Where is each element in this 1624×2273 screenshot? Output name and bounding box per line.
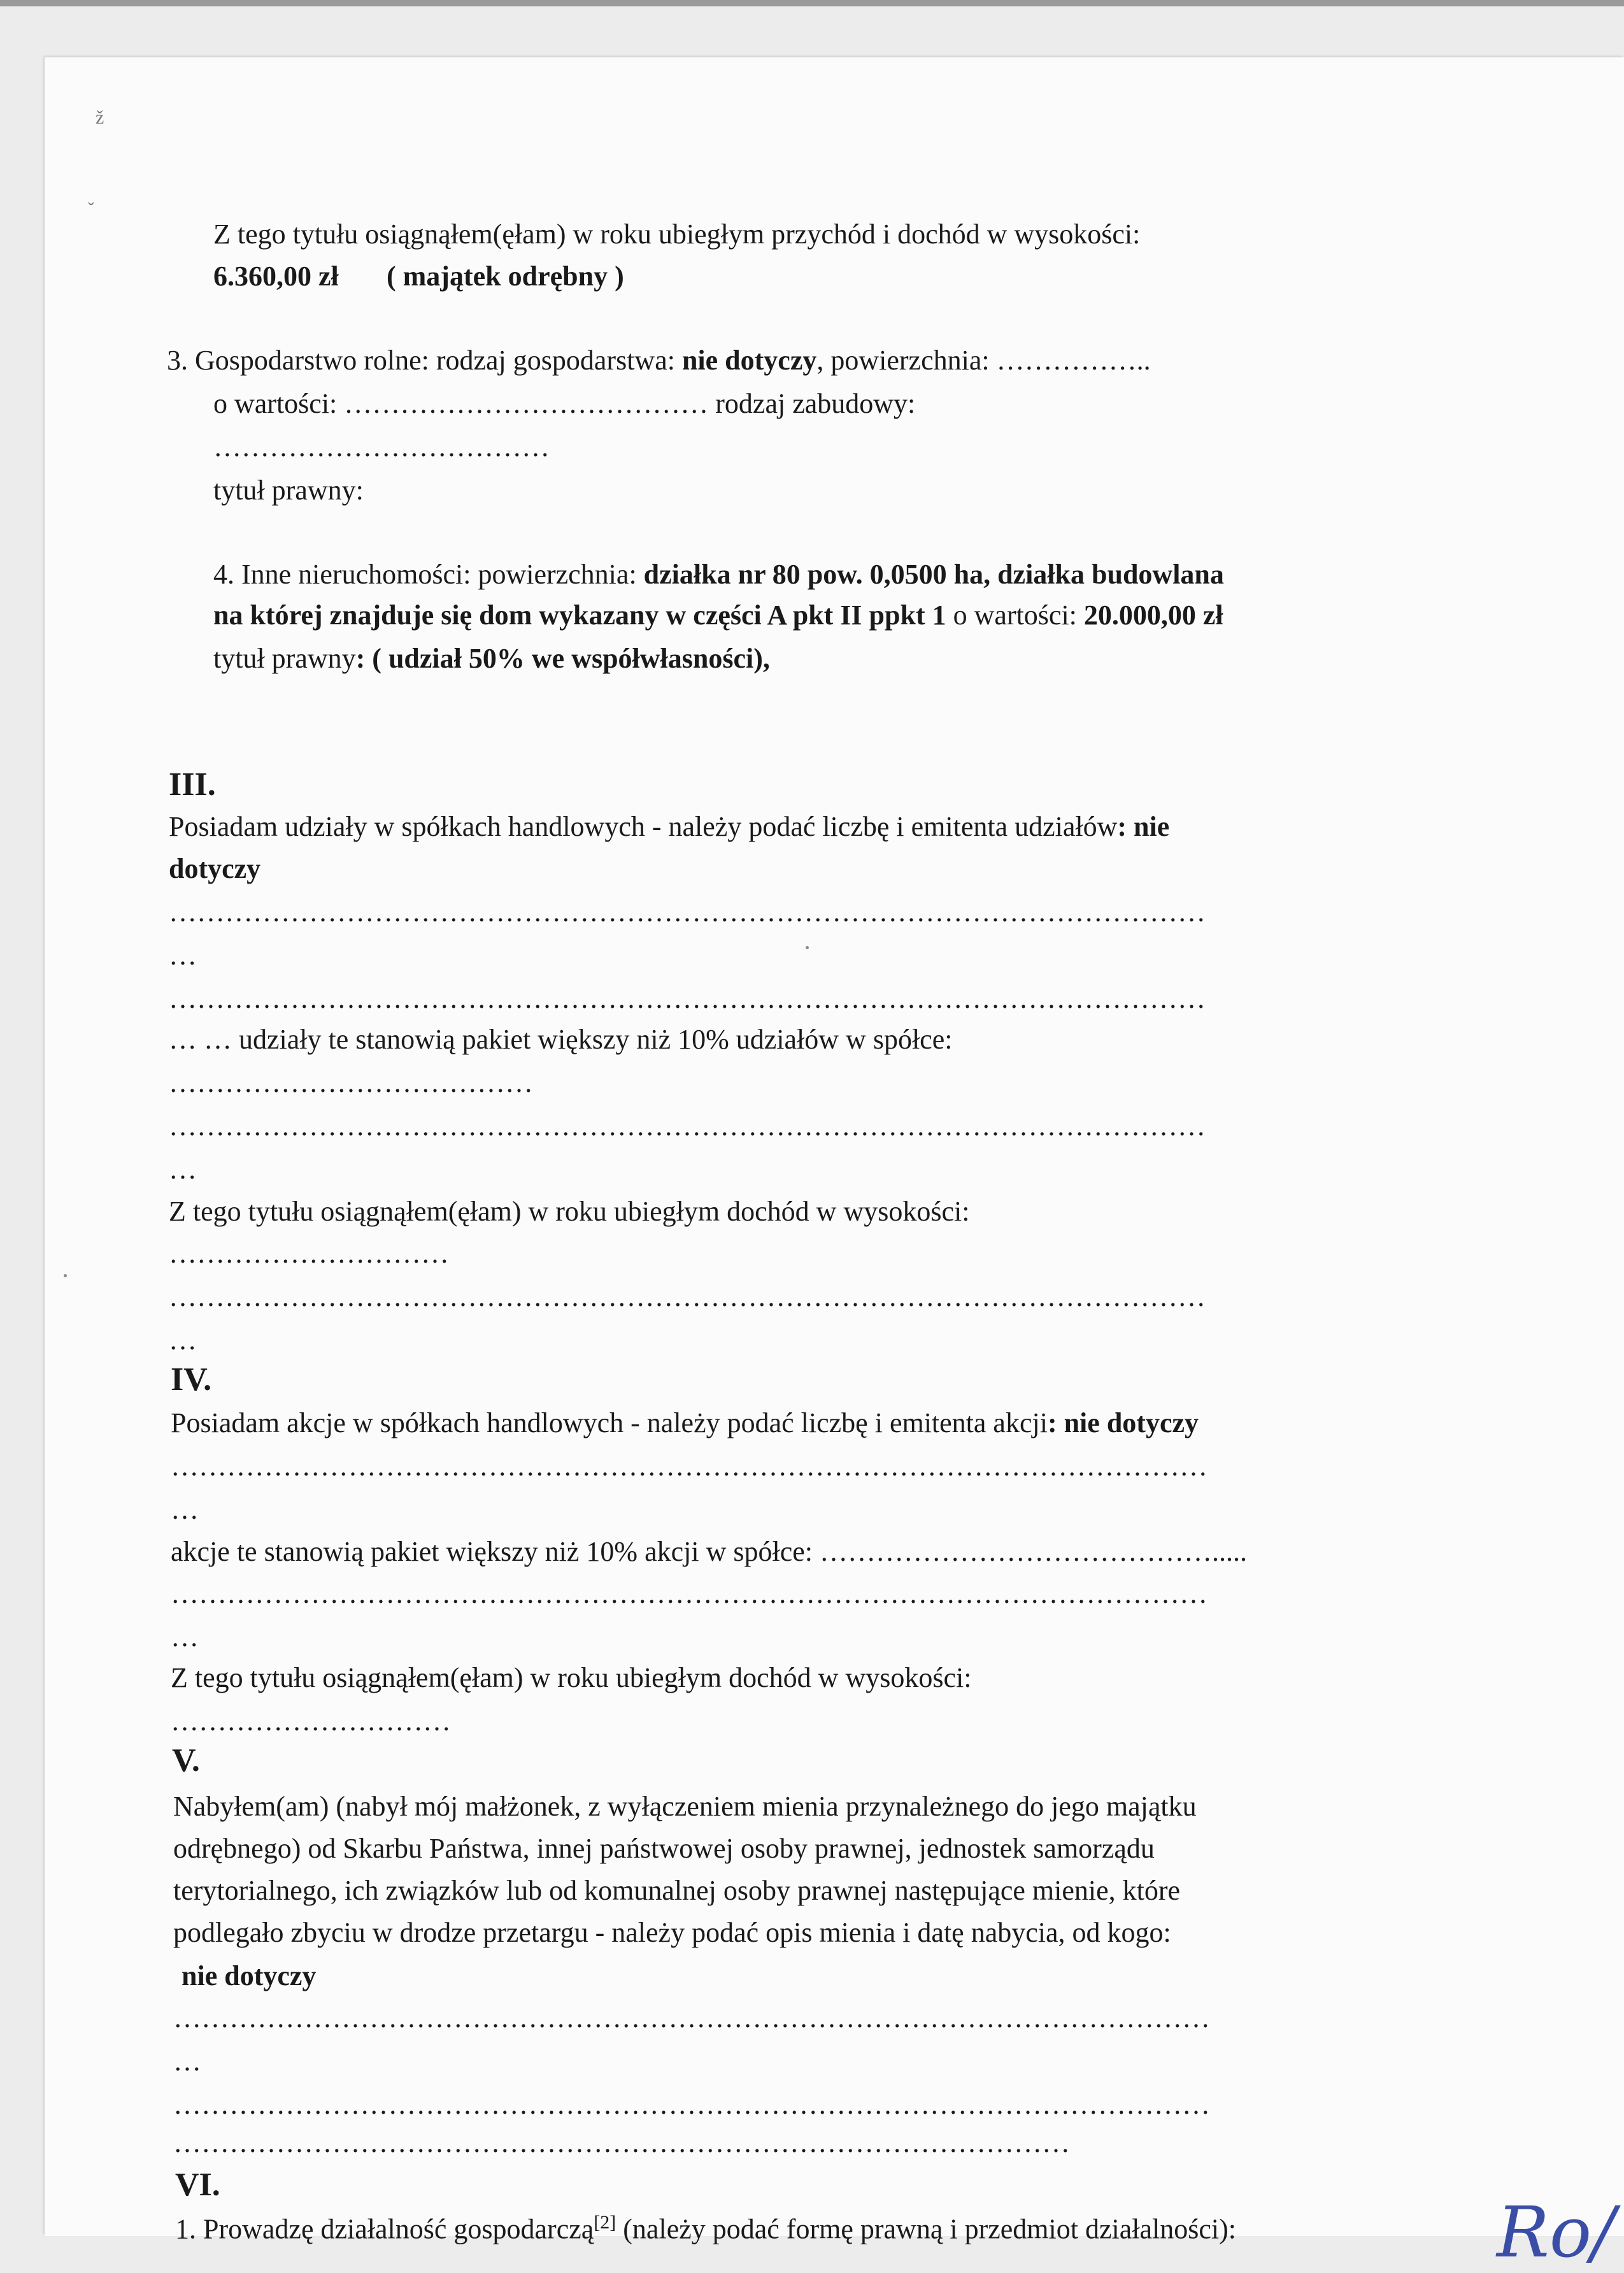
dotted-line: …………………………………: [169, 1067, 533, 1098]
dotted-line: …………………………………………………………………………………………………: [171, 1451, 1207, 1482]
other-property-line-2: na której znajduje się dom wykazany w części A pkt II ppkt 1 o wartości: 20.000,00 zł: [213, 599, 1223, 631]
income-amount: 6.360,00 zł: [213, 261, 339, 292]
section-3-income-line: Z tego tytułu osiągnąłem(ęłam) w roku ubiegłym dochód w wysokości:: [169, 1196, 970, 1227]
section-5-heading: V.: [172, 1742, 200, 1779]
section-4-income-line: Z tego tytułu osiągnąłem(ęłam) w roku ubiegłym dochód w wysokości:: [171, 1662, 972, 1693]
section-6-heading: VI.: [175, 2167, 220, 2203]
dotted-line: …………………………………………………………………………………………………: [169, 983, 1206, 1014]
section-3-line-1: Posiadam udziały w spółkach handlowych - należy podać liczbę i emitenta udziałów: nie: [169, 811, 1170, 842]
farm-line-1: 3. Gospodarstwo rolne: rodzaj gospodarstwa: nie dotyczy, powierzchnia: ……………..: [167, 345, 1151, 376]
other-property-line-1: 4. Inne nieruchomości: powierzchnia: działka nr 80 pow. 0,0500 ha, działka budowlana: [213, 559, 1224, 590]
scan-speck: [64, 1274, 67, 1277]
section-5-line-2: odrębnego) od Skarbu Państwa, innej państwowej osoby prawnej, jednostek samorządu: [173, 1833, 1155, 1864]
dotted-line: …: [173, 2046, 201, 2077]
scan-speck: [806, 946, 809, 949]
dotted-line: …………………………………………………………………………………………………: [169, 1281, 1206, 1312]
dotted-line: …………………………………………………………………………………………………: [169, 896, 1206, 928]
section-5-line-4: podlegało zbyciu w drodze przetargu - należy podać opis mienia i datę nabycia, od kogo:: [173, 1917, 1171, 1948]
margin-mark: ž: [96, 107, 104, 128]
farm-line-3: ………………………………: [213, 431, 550, 462]
handwritten-signature: Ro/: [1497, 2191, 1616, 2273]
footnote-ref: [2]: [594, 2212, 616, 2233]
section-3-heading: III.: [169, 766, 216, 803]
section-5-line-1: Nabyłem(am) (nabył mój małżonek, z wyłączeniem mienia przynależnego do jego majątku: [173, 1791, 1197, 1822]
section-3-line-2: dotyczy: [169, 853, 261, 884]
dotted-line: …: [169, 940, 197, 971]
section-4-line-1: Posiadam akcje w spółkach handlowych - należy podać liczbę i emitenta akcji: nie dotyczy: [171, 1407, 1199, 1438]
section-5-line-3: terytorialnego, ich związków lub od komunalnej osoby prawnej następujące mienie, które: [173, 1875, 1181, 1906]
dotted-line: …: [169, 1324, 197, 1356]
dotted-line: …………………………: [169, 1238, 449, 1269]
dotted-line: …………………………………………………………………………………………………: [173, 2089, 1210, 2120]
shares-package-line: … … udziały te stanowią pakiet większy niż 10% udziałów w spółce:: [169, 1024, 953, 1055]
dotted-line: …: [171, 1494, 199, 1525]
section-5-answer: nie dotyczy: [182, 1960, 317, 1991]
dotted-line: …………………………………………………………………………………………………: [171, 1578, 1207, 1609]
stock-package-line: akcje te stanowią pakiet większy niż 10% akcji w spółce: …………………………………….....: [171, 1536, 1247, 1567]
document-page: [45, 57, 1624, 2236]
section-6-line-1: 1. Prowadzę działalność gospodarczą[2] (należy podać formę prawną i przedmiot działalności):: [175, 2212, 1236, 2245]
income-note: ( majątek odrębny ): [387, 261, 624, 292]
dotted-line: …………………………………………………………………………………………………: [173, 2002, 1210, 2033]
farm-line-2: o wartości: ………………………………… rodzaj zabudowy:: [213, 388, 916, 419]
farm-line-4: tytuł prawny:: [213, 475, 364, 506]
dotted-line: …: [169, 1154, 197, 1185]
scan-border: [0, 0, 1624, 6]
dotted-line: …………………………………………………………………………………………………: [169, 1110, 1206, 1142]
dotted-line: ……………………………………………………………………………………: [173, 2127, 1070, 2158]
dotted-line: …………………………: [171, 1705, 451, 1737]
income-line: Z tego tytułu osiągnąłem(ęłam) w roku ubiegłym przychód i dochód w wysokości:: [213, 219, 1141, 250]
section-4-heading: IV.: [171, 1361, 212, 1398]
margin-mark: ˇ: [88, 199, 94, 220]
dotted-line: …: [171, 1621, 199, 1653]
other-property-line-3: tytuł prawny: ( udział 50% we współwłasności),: [213, 643, 770, 674]
